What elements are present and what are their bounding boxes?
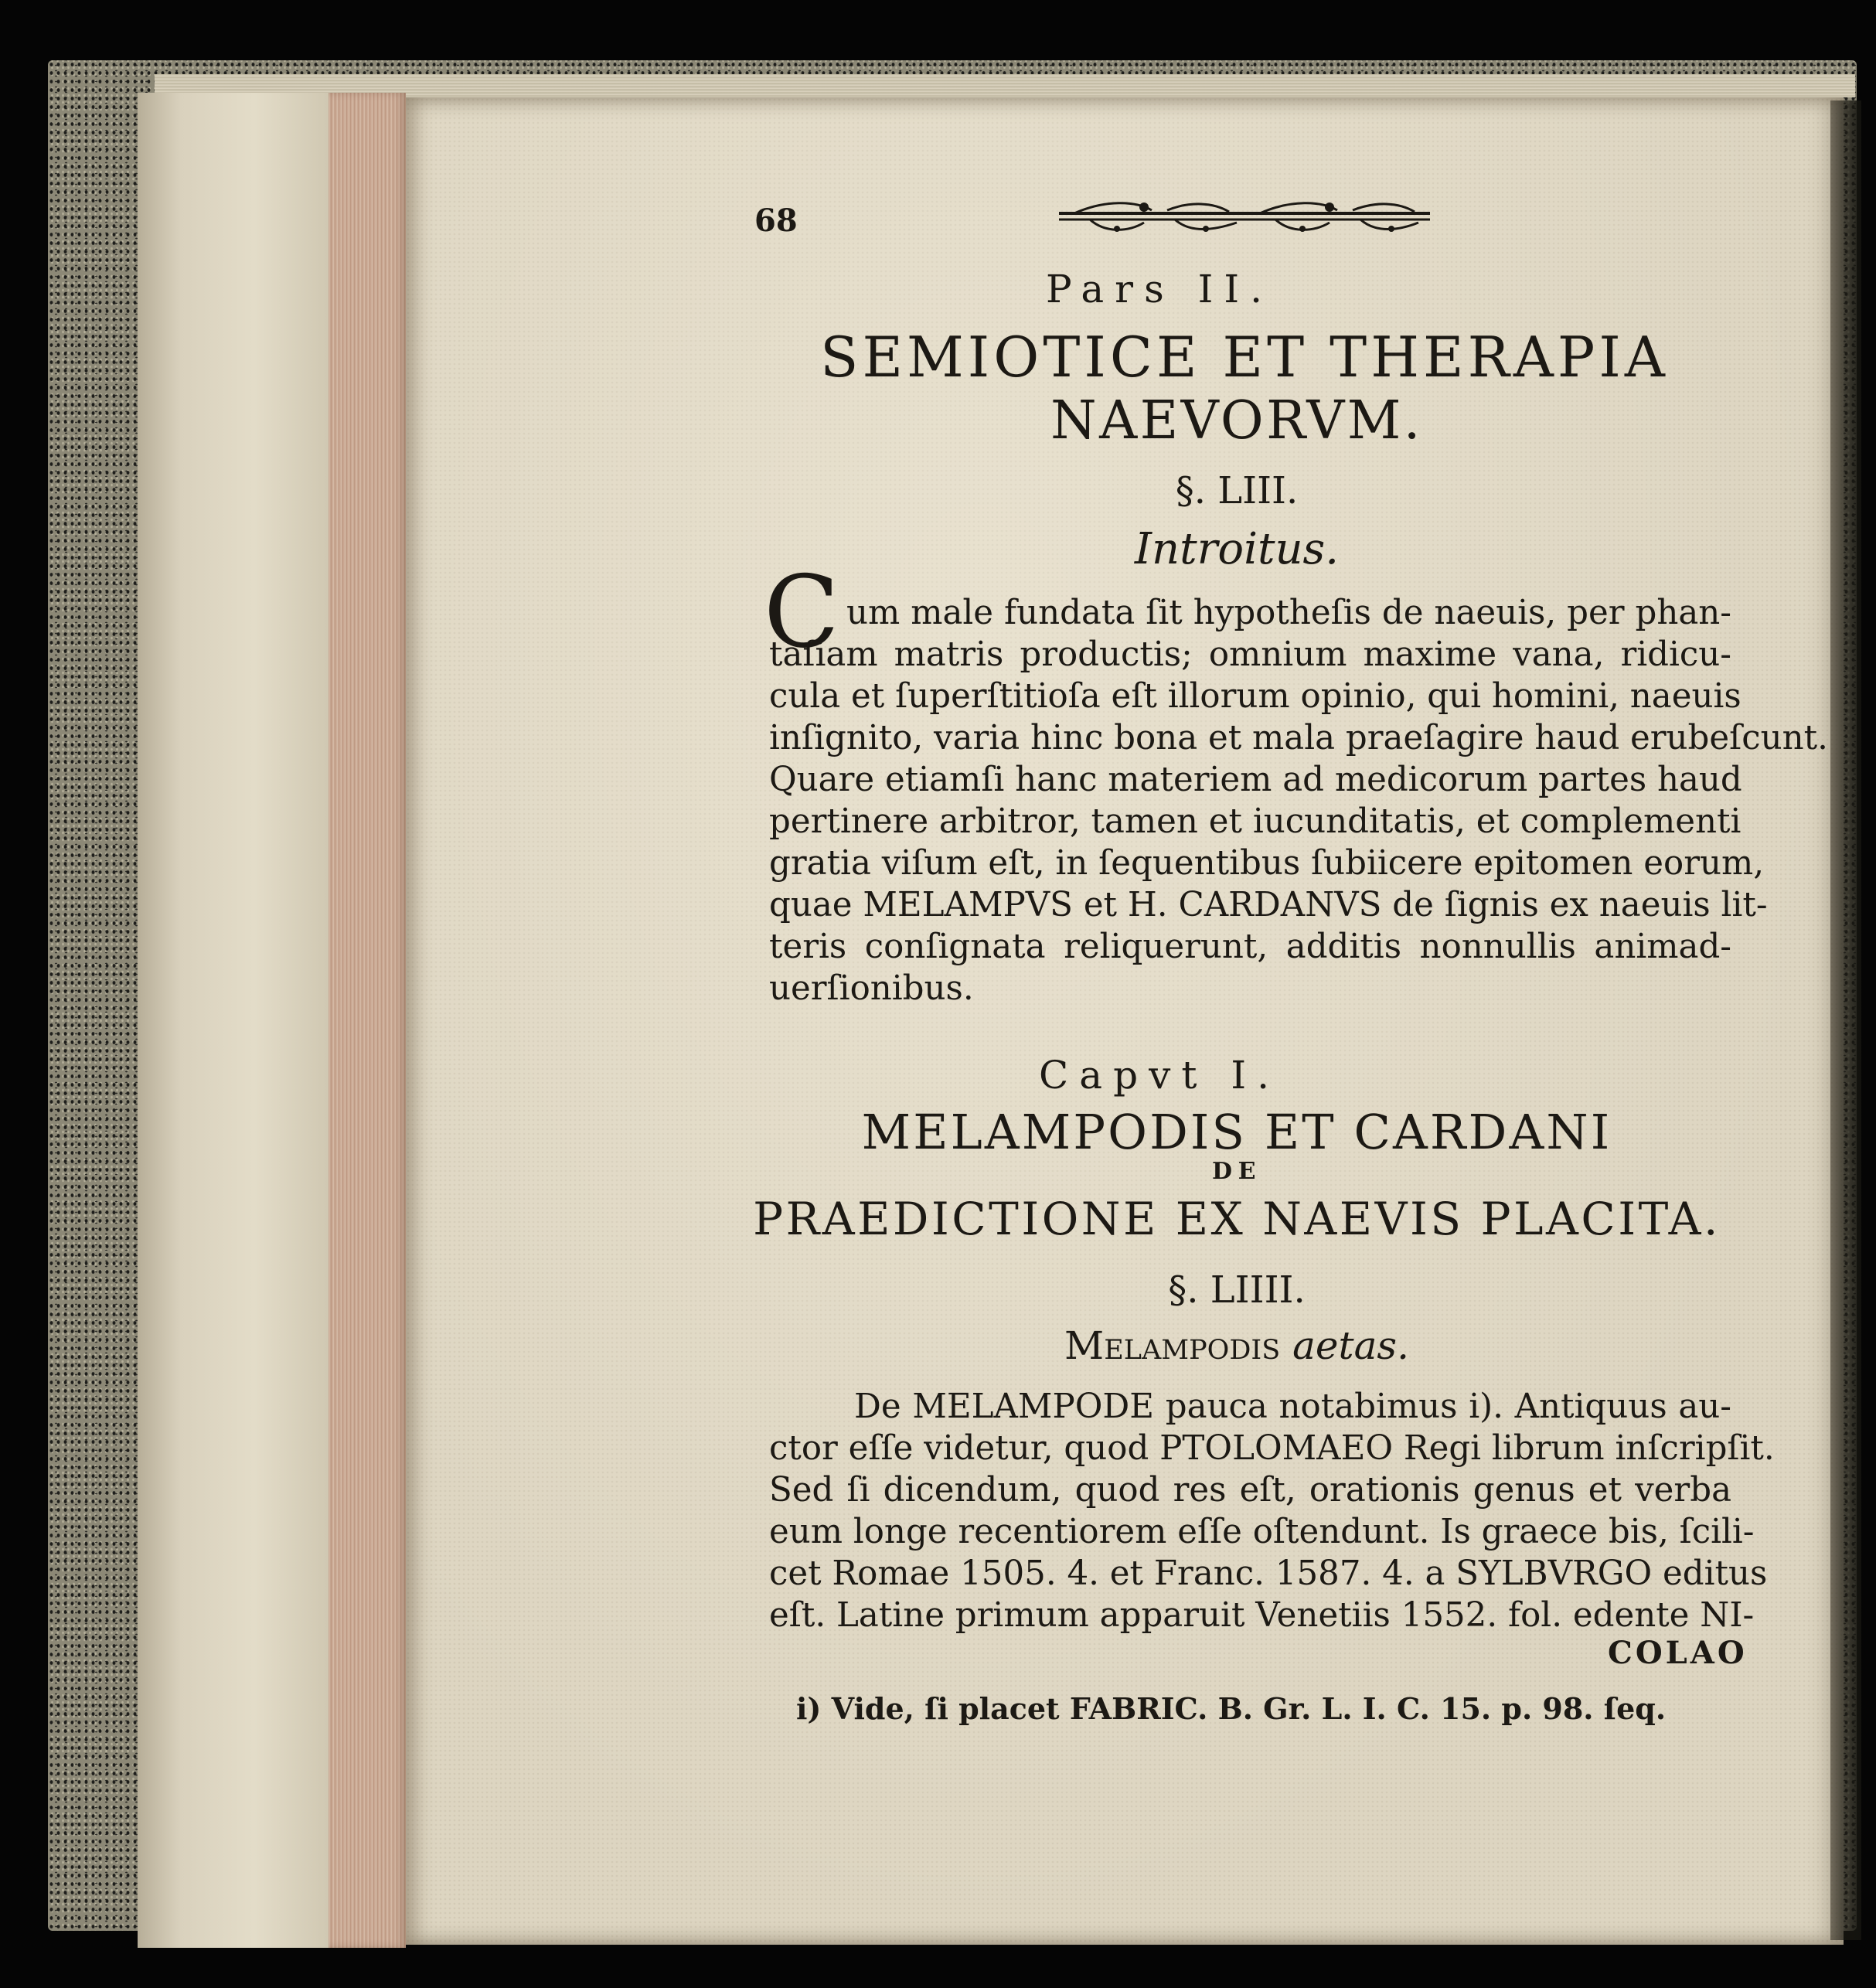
- section-number-54: §. LIIII.: [1168, 1268, 1306, 1312]
- text-line: inſignito, varia hinc bona et mala praeſagire haud erubeſcunt.: [769, 719, 1828, 757]
- page-number: 68: [754, 203, 798, 239]
- chapter-title-line-2: PRAEDICTIONE EX NAEVIS PLACITA.: [753, 1193, 1721, 1245]
- chapter-heading: Capvt I.: [1039, 1053, 1280, 1098]
- vine-ornament-icon: [1059, 199, 1430, 238]
- text-line: uerſionibus.: [769, 969, 974, 1008]
- text-line: ctor eſſe videtur, quod PTOLOMAEO Regi librum inſcripſit.: [769, 1429, 1775, 1468]
- section-number-53: §. LIII.: [1175, 469, 1299, 512]
- left-page-edges: [329, 93, 406, 1948]
- introitus-paragraph: [769, 592, 1828, 1009]
- left-page-block: [138, 93, 332, 1948]
- page-gutter-shadow: [1830, 100, 1861, 1940]
- part-heading: Pars II.: [1045, 267, 1274, 311]
- text-line: cet Romae 1505. 4. et Franc. 1587. 4. a SYLBVRGO editus: [769, 1554, 1768, 1593]
- melampus-paragraph: [769, 1386, 1775, 1636]
- text-line: Sed ſi dicendum, quod res eſt, orationis genus et verba: [769, 1471, 1731, 1510]
- section-title-part-a: Melampodis: [1064, 1323, 1281, 1368]
- footnote: i) Vide, ſi placet FABRIC. B. Gr. L. I. C. 15. p. 98. ſeq.: [796, 1691, 1667, 1726]
- text-line: eum longe recentiorem eſſe oſtendunt. Is graece bis, ſcili-: [769, 1513, 1755, 1551]
- text-line: teris conſignata reliquerunt, additis nonnullis animad-: [769, 928, 1731, 966]
- text-line: quae MELAMPVS et H. CARDANVS de ſignis ex naeuis lit-: [769, 886, 1768, 924]
- text-line: pertinere arbitror, tamen et iucunditatis, et complementi: [769, 802, 1742, 841]
- chapter-title-line-1: MELAMPODIS ET CARDANI: [861, 1104, 1612, 1160]
- text-line: De MELAMPODE pauca notabimus i). Antiquus au-: [854, 1387, 1731, 1426]
- title-line-1: SEMIOTICE ET THERAPIA: [820, 325, 1669, 390]
- section-title-melampodis-aetas: [966, 1323, 1507, 1368]
- section-title-part-b: aetas.: [1292, 1323, 1409, 1368]
- page-top-edge: [155, 74, 1855, 97]
- text-line: um male fundata ſit hypotheſis de naeuis, per phan-: [846, 594, 1731, 632]
- text-line: cula et ſuperſtitioſa eſt illorum opinio, qui homini, naeuis: [769, 677, 1742, 716]
- title-line-2: NAEVORVM.: [1050, 390, 1423, 451]
- section-title-introitus: Introitus.: [1134, 524, 1340, 574]
- text-line: eſt. Latine primum apparuit Venetiis 1552. fol. edente NI-: [769, 1596, 1755, 1635]
- text-line: gratia viſum eſt, in ſequentibus ſubiicere epitomen eorum,: [769, 844, 1765, 883]
- chapter-title-de: DE: [1212, 1158, 1261, 1185]
- drop-cap: C: [764, 555, 839, 670]
- catchword: COLAO: [1608, 1635, 1748, 1671]
- text-line: taſiam matris productis; omnium maxime vana, ridicu-: [769, 635, 1731, 674]
- text-line: Quare etiamſi hanc materiem ad medicorum partes haud: [769, 761, 1742, 799]
